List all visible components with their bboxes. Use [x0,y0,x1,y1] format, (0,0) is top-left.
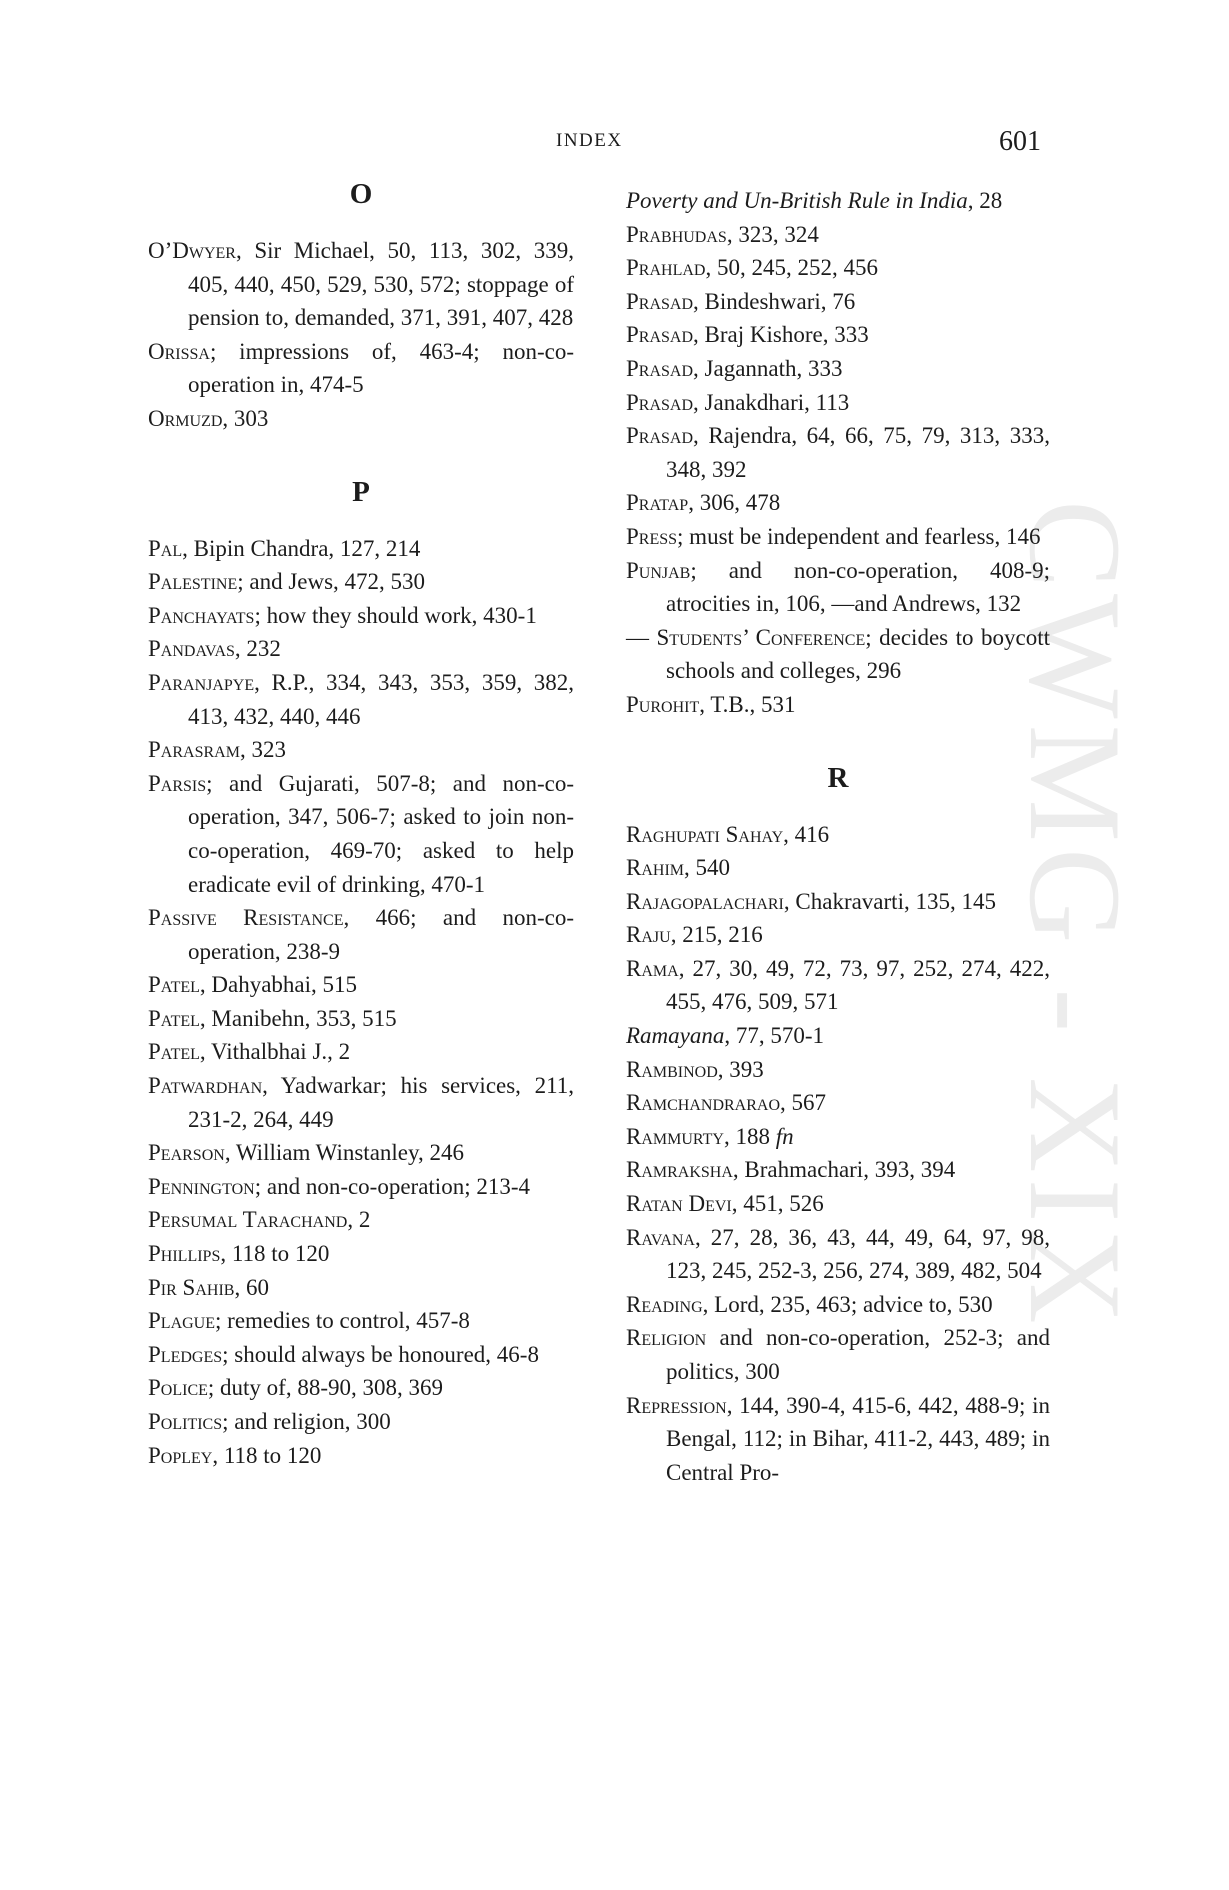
entry-heading: Ormuzd [148,405,223,431]
index-entry [148,1439,574,1473]
index-entry [626,1221,1050,1288]
entry-references: ; and Jews, 472, 530 [237,569,426,595]
entry-heading: Prasad [626,288,694,314]
index-entry [148,1170,574,1204]
entry-references: ; must be independent and fearless, 146 [677,523,1041,549]
index-entry [626,218,1050,252]
entry-heading: Pledges [148,1341,223,1367]
index-entry [626,1321,1050,1388]
entry-heading: Prasad [626,423,694,449]
entry-heading: Press [626,523,678,549]
index-entry [626,1389,1050,1490]
entry-heading: Rama [626,955,679,981]
index-entry [626,1153,1050,1187]
index-entry [148,565,574,599]
entry-references: , 118 to 120 [212,1442,322,1468]
index-entry [148,335,574,402]
entry-references: ; should always be honoured, 46-8 [222,1341,539,1367]
entry-heading: Students’ Conference [656,624,866,650]
entry-heading: Politics [148,1409,223,1434]
index-entry [148,1371,574,1405]
entry-heading: Rahim [626,855,685,881]
index-entry [626,285,1050,319]
entry-heading: Paranjapye [148,669,255,695]
entry-references: , Chakravarti, 135, 145 [783,888,996,914]
entry-heading: Palestine [148,569,238,595]
index-entry [148,1069,574,1136]
entry-references: , 215, 216 [670,922,763,948]
entry-heading: O’Dwyer [148,238,236,263]
entry-references: , Lord, 235, 463; advice to, 530 [702,1291,993,1317]
entry-heading: Purohit [626,691,700,717]
index-entry [148,402,574,436]
index-entry [148,234,574,335]
entry-references: ; and Gujarati, 507-8; and non-co-operation, 347, 506-7; asked to join non-co-operation, 469-70; asked to help eradicate evil of drinking, 470-1 [188,770,574,897]
entry-heading: Police [148,1375,208,1401]
index-entry [148,1304,574,1338]
index-entry [626,251,1050,285]
entry-heading: Prabhudas [626,221,727,247]
entry-title: Poverty and Un-British Rule in India [626,188,968,213]
entry-heading: Prasad [626,355,694,381]
entry-references: , 118 to 120 [220,1241,330,1267]
entry-references: , Dahyabhai, 515 [199,972,358,998]
index-entry [148,767,574,901]
entry-references: , 416 [783,821,830,847]
entry-references: , 60 [234,1274,269,1300]
index-entry [148,532,574,566]
index-entry [148,1405,574,1439]
index-entry [148,632,574,666]
index-entry [148,1271,574,1305]
entry-heading: Raju [626,922,671,948]
entry-references: , 540 [684,855,731,881]
entry-heading: Pandavas [148,636,235,662]
entry-footnote-mark: fn [775,1123,794,1149]
entry-heading: Ratan Devi [626,1191,732,1217]
entry-references: , 451, 526 [731,1191,824,1217]
entry-references: , Brahmachari, 393, 394 [732,1157,956,1183]
index-entry [148,1203,574,1237]
entry-heading: Repression [626,1392,727,1418]
entry-heading: Ramchandrarao [626,1090,781,1116]
entry-heading: Patwardhan [148,1073,263,1099]
index-entry [626,419,1050,486]
entry-heading: Pal [148,535,183,561]
page-number: 601 [999,126,1041,157]
entry-heading: Religion [626,1325,707,1351]
section-letter: R [827,761,849,794]
entry-heading: Popley [148,1442,213,1468]
entry-references: , Vithalbhai J., 2 [199,1039,351,1065]
entry-references: , 27, 30, 49, 72, 73, 97, 252, 274, 422, 455, 476, 509, 571 [666,955,1050,1015]
running-head: INDEX [556,130,623,151]
right-column [626,184,1050,1489]
entry-dash: — [626,624,657,650]
index-entry [626,918,1050,952]
index-entry [148,1237,574,1271]
index-entry [626,688,1050,722]
entry-references: , 303 [222,405,269,431]
index-entry [626,352,1050,386]
entry-references: , 323 [239,737,286,763]
entry-references: , Bipin Chandra, 127, 214 [182,535,421,561]
entry-heading: Parsis [148,770,207,796]
entry-heading: Orissa [148,338,210,364]
entry-heading: Persumal Tarachand [148,1207,348,1233]
entry-references: ; impressions of, 463-4; non-co-operation in, 474-5 [188,338,574,398]
index-entry [148,901,574,968]
entry-heading: Parasram [148,737,240,763]
entry-references: , 144, 390-4, 415-6, 442, 488-9; in Bengal, 112; in Bihar, 411-2, 443, 489; in Central Pro- [666,1392,1050,1485]
entry-references: ; and religion, 300 [222,1409,391,1434]
index-entry [626,1120,1050,1154]
index-entry [148,666,574,733]
entry-references: , R.P., 334, 343, 353, 359, 382, 413, 432, 440, 446 [188,669,574,729]
index-entry [626,386,1050,420]
entry-references: , 77, 570-1 [724,1023,825,1049]
entry-title: Ramayana [626,1023,725,1049]
entry-references: , 2 [347,1207,371,1233]
section-letter: P [352,475,370,508]
entry-heading: Pir Sahib [148,1274,235,1300]
entry-references: , Rajendra, 64, 66, 75, 79, 313, 333, 348, 392 [666,423,1050,482]
index-entry [626,486,1050,520]
index-entry [148,1002,574,1036]
entry-heading: Ravana [626,1224,695,1250]
left-column [148,178,574,1472]
index-entry [626,1086,1050,1120]
index-entry [148,1035,574,1069]
index-entry [626,851,1050,885]
entry-references: , 232 [234,636,281,662]
index-entry [148,968,574,1002]
entry-heading: Panchayats [148,602,255,628]
entry-references: , 567 [780,1090,827,1116]
entry-heading: Pearson [148,1140,225,1166]
index-entry [148,599,574,633]
index-entry [148,733,574,767]
index-entry [626,885,1050,919]
entry-references: , Manibehn, 353, 515 [199,1005,397,1031]
entry-references: , Sir Michael, 50, 113, 302, 339, 405, 440, 450, 529, 530, 572; stoppage of pension to, demanded, 371, 391, 407, 428 [188,238,574,331]
index-entry [626,1187,1050,1221]
index-entry [148,1136,574,1170]
entry-heading: Patel [148,972,200,998]
entry-references: , 28 [967,188,1003,213]
entry-references: , 27, 28, 36, 43, 44, 49, 64, 97, 98, 123, 245, 252-3, 256, 274, 389, 482, 504 [666,1224,1050,1284]
entry-heading: Pratap [626,490,689,516]
entry-references: , Bindeshwari, 76 [693,288,856,314]
entry-references: ; and non-co-operation; 213-4 [254,1173,530,1199]
index-entry [626,1019,1050,1053]
index-entry [626,952,1050,1019]
entry-heading: Reading [626,1291,703,1317]
entry-heading: Rammurty [626,1123,724,1149]
index-entry [626,318,1050,352]
entry-heading: Pennington [148,1173,255,1199]
entry-references: , Jagannath, 333 [693,355,843,381]
entry-heading: Prasad [626,389,694,415]
index-entry [626,621,1050,688]
entry-references: ; decides to boycott schools and colleges, 296 [666,624,1050,684]
entry-references: , 393 [717,1056,764,1082]
entry-references: and non-co-operation, 252-3; and politics, 300 [666,1325,1050,1384]
index-entry [626,1288,1050,1322]
entry-heading: Prahlad [626,255,706,281]
entry-heading: Patel [148,1039,200,1065]
entry-heading: Ramraksha [626,1157,733,1183]
entry-heading: Prasad [626,322,694,348]
index-entry [626,818,1050,852]
entry-heading: Rambinod [626,1056,718,1082]
entry-references: , 188 [723,1123,776,1149]
watermark: CWMG - XIX [1002,500,1149,1330]
entry-heading: Passive Resistance [148,905,344,931]
section-letter: O [349,178,373,210]
entry-references: ; how they should work, 430-1 [254,602,537,628]
entry-heading: Plague [148,1308,216,1334]
entry-references: , T.B., 531 [699,691,796,717]
index-entry [626,554,1050,621]
entry-references: ; duty of, 88-90, 308, 369 [207,1375,444,1401]
entry-references: , 306, 478 [688,490,781,516]
entry-references: , Yadwarkar; his services, 211, 231-2, 264, 449 [188,1073,574,1132]
entry-references: ; remedies to control, 457-8 [215,1308,470,1334]
entry-references: , 323, 324 [726,221,819,247]
entry-references: , Braj Kishore, 333 [693,322,869,348]
index-entry [626,1053,1050,1087]
index-entry [148,1338,574,1372]
index-entry [626,520,1050,554]
entry-references: ; and non-co-operation, 408-9; atrocities in, 106, —and Andrews, 132 [666,557,1050,617]
entry-heading: Patel [148,1005,200,1031]
entry-references: , Janakdhari, 113 [693,389,850,415]
entry-heading: Raghupati Sahay [626,821,784,847]
entry-references: , William Winstanley, 246 [224,1140,465,1166]
entry-heading: Punjab [626,557,691,583]
entry-references: , 466; and non-co-operation, 238-9 [188,905,574,964]
entry-heading: Phillips [148,1241,221,1267]
index-entry [626,184,1050,218]
entry-references: , 50, 245, 252, 456 [705,255,878,281]
entry-heading: Rajagopalachari [626,888,784,914]
